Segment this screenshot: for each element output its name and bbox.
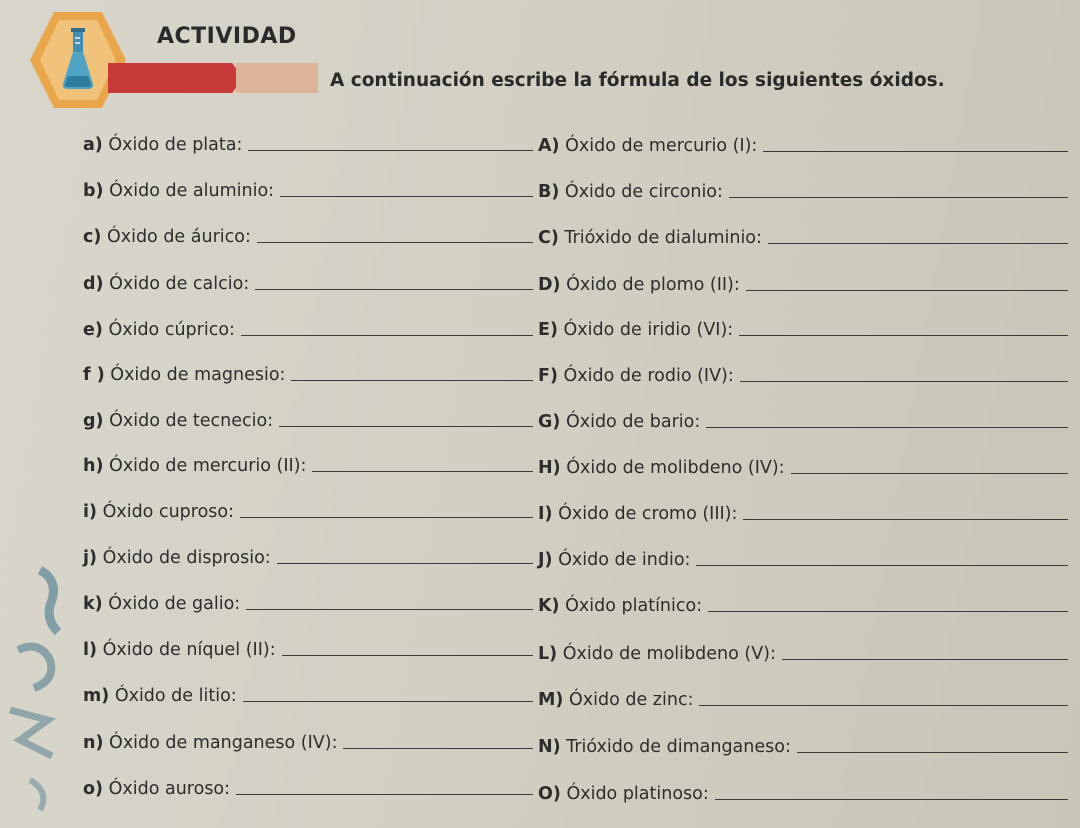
answer-blank[interactable]: [729, 197, 1068, 198]
exercise-label: c) Óxido de áurico:: [83, 227, 251, 247]
exercise-label: e) Óxido cúprico:: [83, 320, 235, 340]
exercise-row-i: [83, 492, 533, 522]
answer-blank[interactable]: [236, 794, 533, 795]
exercise-label: G) Óxido de bario:: [538, 412, 701, 432]
flask-icon: [60, 26, 96, 92]
exercise-label: K) Óxido platínico:: [538, 596, 703, 616]
answer-blank[interactable]: [280, 196, 533, 197]
exercise-label: A) Óxido de mercurio (I):: [538, 136, 758, 156]
exercise-row-o: [83, 769, 533, 799]
exercise-row-H: [538, 448, 1068, 478]
exercise-row-B: [538, 172, 1068, 202]
exercise-label: l) Óxido de níquel (II):: [83, 640, 276, 660]
exercise-label: J) Óxido de indio:: [538, 550, 691, 570]
exercise-row-N: [538, 727, 1068, 757]
exercise-row-k: [83, 584, 533, 614]
instruction-text: A continuación escribe la fórmula de los siguientes óxidos.: [330, 70, 945, 91]
exercise-row-d: [83, 264, 533, 294]
exercise-label: g) Óxido de tecnecio:: [83, 411, 274, 431]
answer-blank[interactable]: [291, 380, 533, 381]
answer-blank[interactable]: [277, 563, 533, 564]
exercise-label: n) Óxido de manganeso (IV):: [83, 733, 338, 753]
exercise-label: d) Óxido de calcio:: [83, 274, 250, 294]
exercise-label: k) Óxido de galio:: [83, 594, 241, 614]
exercise-row-L: [538, 634, 1068, 664]
exercise-label: o) Óxido auroso:: [83, 779, 231, 799]
answer-blank[interactable]: [279, 426, 533, 427]
exercise-label: C) Trióxido de dialuminio:: [538, 228, 762, 248]
exercise-row-J: [538, 540, 1068, 570]
answer-blank[interactable]: [699, 705, 1068, 706]
answer-blank[interactable]: [763, 151, 1068, 152]
exercise-label: i) Óxido cuproso:: [83, 502, 235, 522]
exercise-label: H) Óxido de molibdeno (IV):: [538, 458, 785, 478]
exercise-row-a: [83, 125, 533, 155]
answer-blank[interactable]: [312, 471, 533, 472]
answer-blank[interactable]: [240, 517, 533, 518]
exercise-label: E) Óxido de iridio (VI):: [538, 320, 734, 340]
activity-title: ACTIVIDAD: [157, 24, 297, 49]
answer-blank[interactable]: [255, 289, 533, 290]
corner-stamp-graphic: [0, 560, 70, 828]
exercise-row-G: [538, 402, 1068, 432]
answer-blank[interactable]: [343, 748, 533, 749]
answer-blank[interactable]: [740, 381, 1068, 382]
answer-blank[interactable]: [696, 565, 1068, 566]
exercise-row-h: [83, 446, 533, 476]
exercise-row-A: [538, 126, 1068, 156]
answer-blank[interactable]: [797, 752, 1068, 753]
exercise-label: b) Óxido de aluminio:: [83, 181, 275, 201]
exercise-row-b: [83, 171, 533, 201]
exercise-label: D) Óxido de plomo (II):: [538, 275, 740, 295]
exercise-row-g: [83, 401, 533, 431]
exercise-row-l: [83, 630, 533, 660]
exercise-row-F: [538, 356, 1068, 386]
exercise-label: I) Óxido de cromo (III):: [538, 504, 738, 524]
answer-blank[interactable]: [246, 609, 533, 610]
header-red-band: [108, 63, 243, 93]
answer-blank[interactable]: [708, 611, 1068, 612]
exercise-label: O) Óxido platinoso:: [538, 784, 709, 804]
exercise-row-n: [83, 723, 533, 753]
answer-blank[interactable]: [248, 150, 533, 151]
exercise-row-e: [83, 310, 533, 340]
exercise-label: L) Óxido de molibdeno (V):: [538, 644, 776, 664]
answer-blank[interactable]: [241, 335, 533, 336]
exercise-row-O: [538, 774, 1068, 804]
exercise-row-K: [538, 586, 1068, 616]
answer-blank[interactable]: [715, 799, 1068, 800]
answer-blank[interactable]: [739, 335, 1068, 336]
answer-blank[interactable]: [257, 242, 533, 243]
exercise-label: F) Óxido de rodio (IV):: [538, 366, 734, 386]
exercise-label: h) Óxido de mercurio (II):: [83, 456, 307, 476]
exercise-label: N) Trióxido de dimanganeso:: [538, 737, 791, 757]
exercise-row-C: [538, 218, 1068, 248]
exercise-label: f ) Óxido de magnesio:: [83, 365, 286, 385]
answer-blank[interactable]: [782, 659, 1068, 660]
answer-blank[interactable]: [746, 290, 1068, 291]
answer-blank[interactable]: [768, 243, 1068, 244]
exercise-label: a) Óxido de plata:: [83, 135, 243, 155]
exercise-row-E: [538, 310, 1068, 340]
exercise-row-c: [83, 217, 533, 247]
exercise-row-j: [83, 538, 533, 568]
exercise-row-I: [538, 494, 1068, 524]
exercise-label: M) Óxido de zinc:: [538, 690, 694, 710]
header-pink-band: [236, 63, 318, 93]
exercise-label: B) Óxido de circonio:: [538, 182, 723, 202]
answer-blank[interactable]: [243, 701, 533, 702]
answer-blank[interactable]: [743, 519, 1068, 520]
answer-blank[interactable]: [791, 473, 1068, 474]
exercise-row-D: [538, 265, 1068, 295]
exercise-row-f: [83, 355, 533, 385]
answer-blank[interactable]: [282, 655, 533, 656]
exercise-label: j) Óxido de disprosio:: [83, 548, 271, 568]
answer-blank[interactable]: [706, 427, 1068, 428]
exercise-row-m: [83, 676, 533, 706]
exercise-row-M: [538, 680, 1068, 710]
exercise-label: m) Óxido de litio:: [83, 686, 237, 706]
